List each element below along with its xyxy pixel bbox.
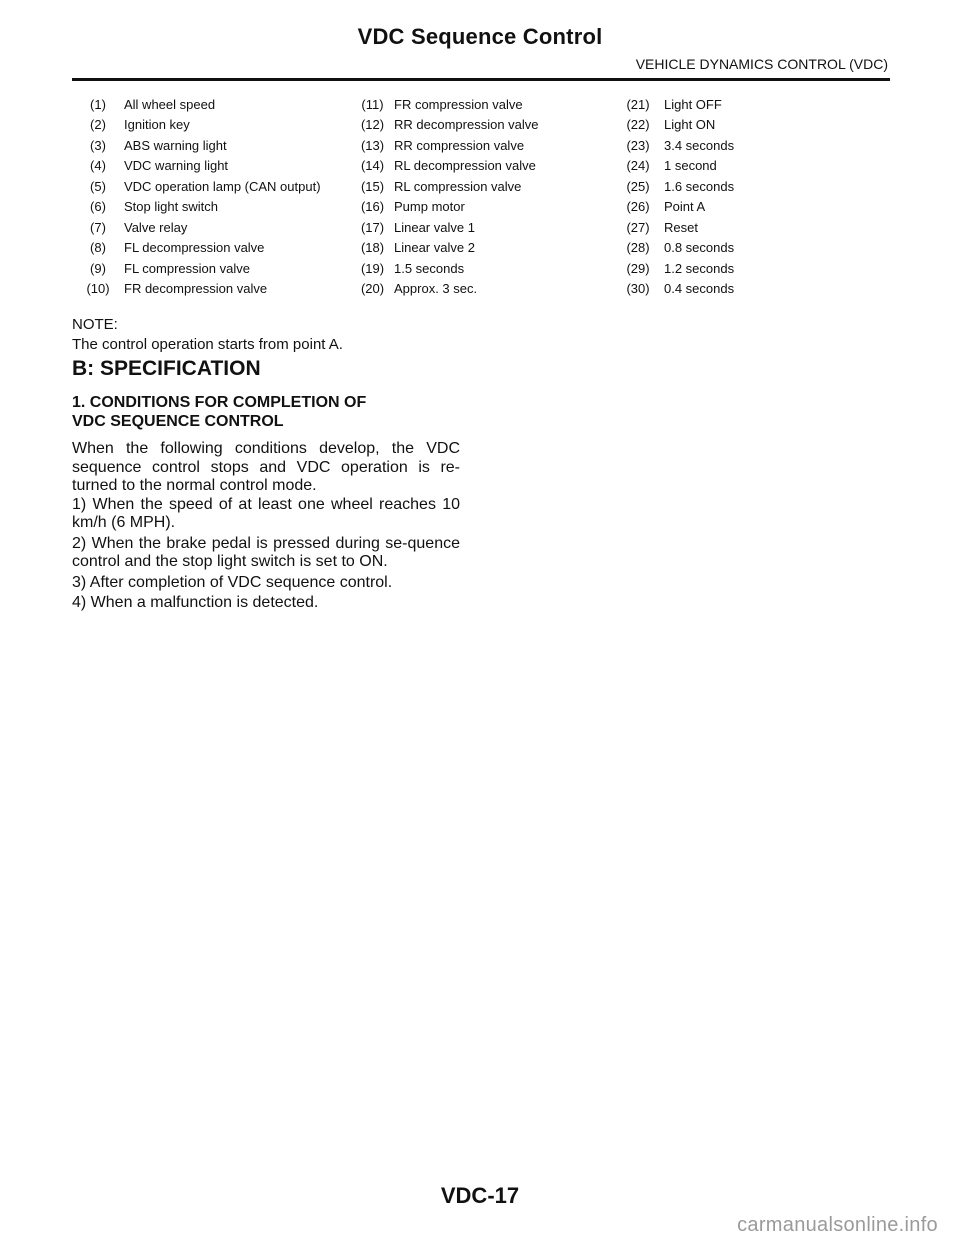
legend-label: 1.5 seconds (394, 260, 465, 276)
legend-number: (16) (360, 199, 385, 215)
note (72, 315, 343, 355)
conditions-intro: When the following conditions develop, the VDC sequence control stops and VDC operation is re-turned to the normal control mode. (72, 440, 460, 494)
subsection-heading-line2: VDC SEQUENCE CONTROL (72, 413, 284, 430)
legend-number: (15) (360, 178, 385, 194)
legend-number: (4) (90, 158, 106, 174)
legend-number: (5) (90, 178, 106, 194)
legend-row (72, 135, 784, 156)
legend-label: 1.2 seconds (664, 260, 735, 276)
legend-number: (14) (360, 158, 385, 174)
legend-number: (7) (90, 219, 106, 235)
legend-number: (27) (626, 219, 650, 235)
legend-number: (8) (90, 240, 106, 256)
subsection-heading-line1: 1. CONDITIONS FOR COMPLETION OF (72, 394, 367, 411)
legend-number: (6) (90, 199, 106, 215)
legend-label: Light OFF (664, 96, 722, 112)
page-number: VDC-17 (440, 1183, 520, 1208)
legend-label: All wheel speed (124, 96, 216, 112)
legend-number: (9) (90, 260, 106, 276)
legend-number: (13) (360, 137, 385, 153)
legend-label: Stop light switch (124, 199, 218, 215)
watermark: carmanualsonline.info (737, 1214, 938, 1236)
condition-item: 2) When the brake pedal is pressed during se-quence control and the stop light switch is set to ON. (72, 534, 460, 570)
legend-row (72, 217, 784, 238)
condition-item: 1) When the speed of at least one wheel reaches 10 km/h (6 MPH). (72, 495, 460, 531)
legend-label: ABS warning light (124, 137, 227, 153)
legend-number: (26) (626, 199, 650, 215)
legend-label: Point A (664, 199, 706, 215)
condition-item: 3) After completion of VDC sequence control. (72, 573, 393, 591)
legend-number: (17) (360, 219, 385, 235)
legend-number: (20) (360, 281, 385, 297)
legend-label: 3.4 seconds (664, 137, 735, 153)
legend-body (72, 94, 784, 299)
legend-number: (28) (626, 240, 650, 256)
legend-row (72, 115, 784, 136)
legend-number: (21) (626, 96, 650, 112)
legend-label: Valve relay (124, 219, 188, 235)
legend-label: VDC warning light (124, 158, 229, 174)
legend-number: (2) (90, 117, 106, 133)
legend-label: RL compression valve (394, 178, 522, 194)
legend-label: RR decompression valve (394, 117, 539, 133)
legend-number: (29) (626, 260, 650, 276)
conditions-body (72, 440, 460, 613)
legend-label: Ignition key (124, 117, 190, 133)
legend-row (72, 238, 784, 259)
legend-label: 0.8 seconds (664, 240, 735, 256)
legend-label: Linear valve 1 (394, 219, 475, 235)
legend-number: (3) (90, 137, 106, 153)
legend-row (72, 197, 784, 218)
legend-number: (24) (626, 158, 650, 174)
legend-label: RR compression valve (394, 137, 525, 153)
legend-label: VDC operation lamp (CAN output) (124, 178, 321, 194)
legend-row (72, 94, 784, 115)
page-title: VDC Sequence Control (357, 24, 603, 49)
condition-item: 4) When a malfunction is detected. (72, 594, 319, 611)
legend-row (72, 258, 784, 279)
section-heading-specification: B: SPECIFICATION (72, 357, 261, 380)
legend-label: Pump motor (394, 199, 465, 215)
legend-number: (10) (86, 281, 110, 297)
header-rule (72, 78, 890, 81)
note-label: NOTE: (72, 316, 118, 333)
legend-number: (23) (626, 137, 650, 153)
legend-label: Approx. 3 sec. (394, 281, 478, 297)
legend-number: (1) (90, 96, 106, 112)
legend-number: (19) (360, 260, 385, 276)
legend-label: FR decompression valve (124, 281, 268, 297)
section-title: VEHICLE DYNAMICS CONTROL (VDC) (635, 56, 888, 72)
legend-label: FL compression valve (124, 260, 250, 276)
legend-table (72, 94, 784, 299)
legend-number: (18) (360, 240, 385, 256)
legend-label: 1 second (664, 158, 717, 174)
legend-label: 0.4 seconds (664, 281, 735, 297)
legend-label: Light ON (664, 117, 716, 133)
legend-number: (30) (626, 281, 650, 297)
legend-row (72, 279, 784, 300)
legend-label: 1.6 seconds (664, 178, 735, 194)
legend-row (72, 156, 784, 177)
legend-number: (11) (361, 96, 384, 112)
note-text: The control operation starts from point A. (72, 336, 343, 353)
legend-label: RL decompression valve (394, 158, 536, 174)
legend-label: Reset (664, 219, 698, 235)
legend-number: (12) (360, 117, 385, 133)
subsection-heading (72, 393, 472, 431)
legend-number: (25) (626, 178, 650, 194)
legend-label: FL decompression valve (124, 240, 265, 256)
legend-label: FR compression valve (394, 96, 523, 112)
legend-label: Linear valve 2 (394, 240, 475, 256)
legend-row (72, 176, 784, 197)
legend-number: (22) (626, 117, 650, 133)
